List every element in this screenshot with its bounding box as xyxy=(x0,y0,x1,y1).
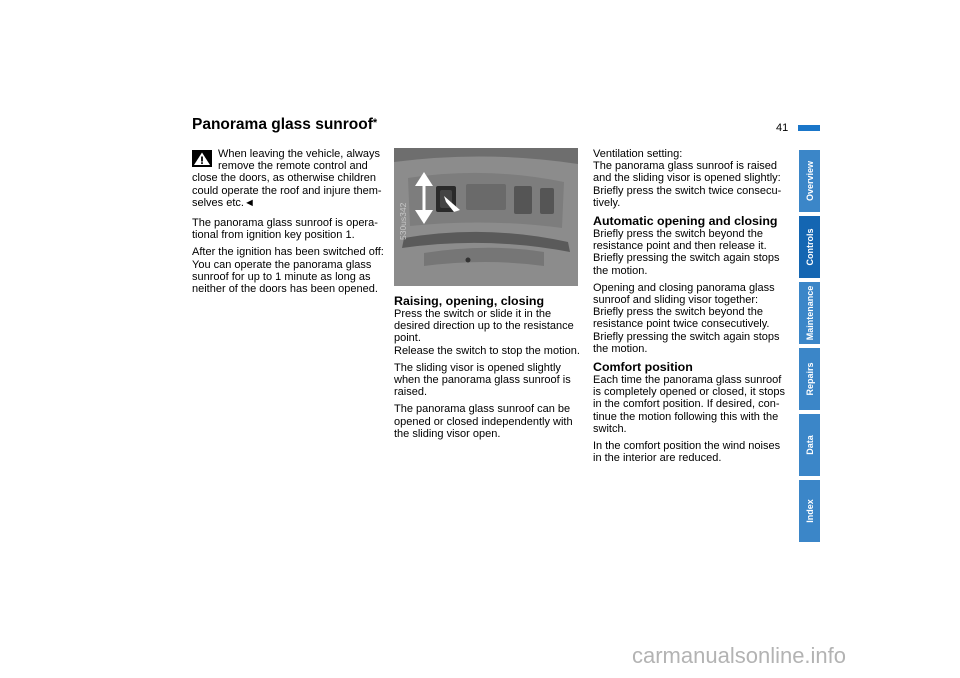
warning-note xyxy=(192,148,390,209)
column-right xyxy=(593,148,787,469)
tab-controls[interactable]: Controls xyxy=(799,216,820,278)
column-middle xyxy=(394,148,584,445)
press-switch-paragraph: Press the switch or slide it in the desired direction up to the resistance point. xyxy=(394,308,574,345)
switch-illustration xyxy=(394,148,578,286)
together-paragraph: Opening and closing panorama glass sunroof and sliding visor together: Briefly press the switch beyond the resistance point twice consecutively. Briefly pressing the switch again stops the motion. xyxy=(593,281,780,355)
column-left xyxy=(192,148,390,300)
tab-repairs[interactable]: Repairs xyxy=(799,348,820,410)
ventilation-paragraph: The panorama glass sunroof is raised and the sliding visor is opened slightly: Briefly press the switch twice consecu-tively. xyxy=(593,160,782,209)
title-text: Panorama glass sunroof xyxy=(192,116,373,133)
tab-maintenance[interactable]: Maintenance xyxy=(799,282,820,344)
ignition-paragraph: The panorama glass sunroof is opera-tional from ignition key position 1. xyxy=(192,217,378,242)
release-switch-paragraph: Release the switch to stop the motion. xyxy=(394,344,580,357)
section-heading-automatic: Automatic opening and closing xyxy=(593,214,778,229)
page-number: 41 xyxy=(776,122,789,134)
independent-paragraph: The panorama glass sunroof can be opened or closed independently with the sliding visor open. xyxy=(394,403,573,440)
page-marker xyxy=(798,125,820,131)
page-title xyxy=(192,116,377,134)
tab-index[interactable]: Index xyxy=(799,480,820,542)
title-asterisk: * xyxy=(372,117,378,129)
automatic-paragraph: Briefly press the switch beyond the resistance point and then release it. Briefly pressing the switch again stops the motion. xyxy=(593,228,780,277)
sunroof-switch-photo xyxy=(394,148,578,286)
sliding-visor-paragraph: The sliding visor is opened slightly when the panorama glass sunroof is raised. xyxy=(394,361,571,399)
wind-noise-paragraph: In the comfort position the wind noises in the interior are reduced. xyxy=(593,440,781,465)
warning-text-first: When leaving the vehicle, always remove the remote control and xyxy=(218,148,381,173)
section-heading-comfort: Comfort position xyxy=(593,360,693,375)
comfort-paragraph: Each time the panorama glass sunroof is completely opened or closed, it stops in the comfort position. If desired, con-tinue the motion following this with the switch. xyxy=(593,374,785,435)
ventilation-label: Ventilation setting: xyxy=(593,148,683,160)
warning-icon xyxy=(192,150,212,167)
watermark: carmanualsonline.info xyxy=(632,643,847,668)
section-heading-raising: Raising, opening, closing xyxy=(394,294,545,308)
image-code: 530us342 xyxy=(398,202,408,240)
tab-overview[interactable]: Overview xyxy=(799,150,820,212)
tab-data[interactable]: Data xyxy=(799,414,820,476)
after-ignition-paragraph: After the ignition has been switched off: You can operate the panorama glass sunroof for up to 1 minute as long as neither of the doors has been opened. xyxy=(192,246,384,296)
warning-text-rest: close the doors, as otherwise children could operate the roof and injure them-selves etc.◄ xyxy=(192,172,382,209)
